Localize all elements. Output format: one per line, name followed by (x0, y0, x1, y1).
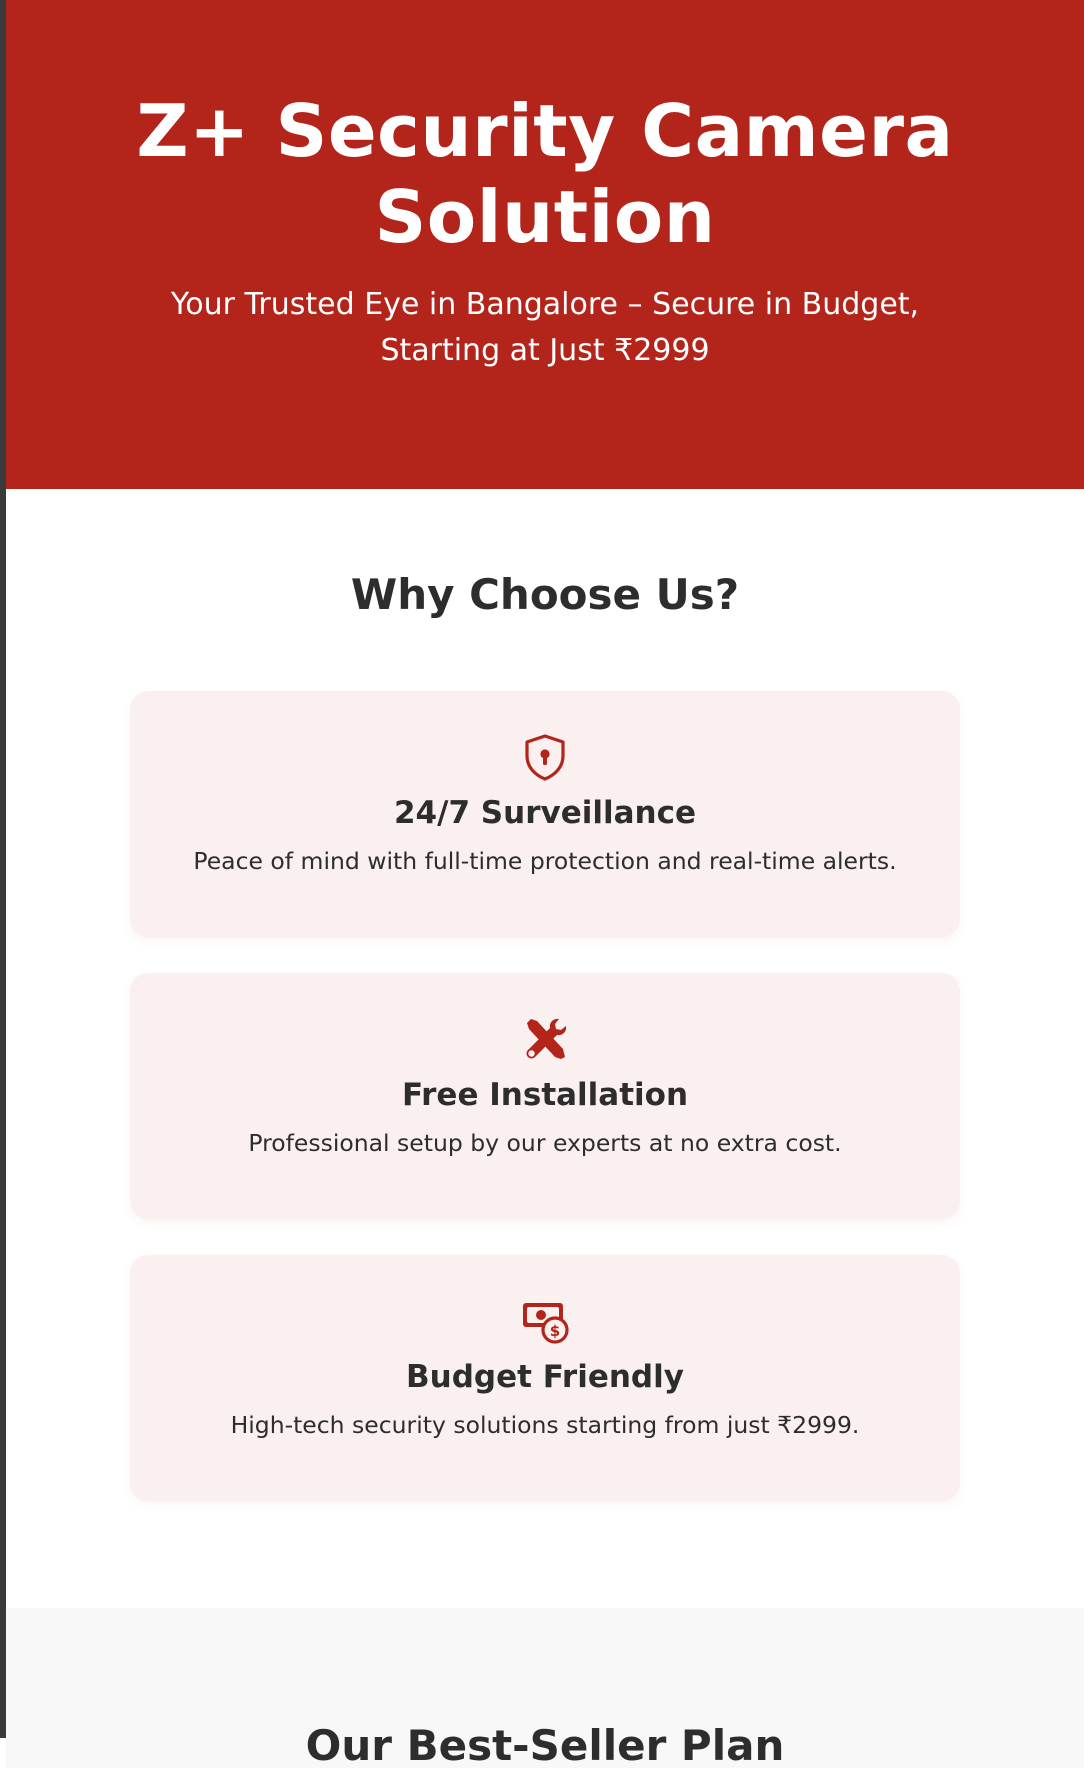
feature-description: Peace of mind with full-time protection and real-time alerts. (193, 847, 897, 875)
feature-title: Free Installation (401, 1077, 689, 1113)
money-coin-icon (519, 1295, 571, 1347)
feature-description: High-tech security solutions starting from just ₹2999. (230, 1411, 860, 1439)
tools-icon (519, 1013, 571, 1065)
why-choose-us-title: Why Choose Us? (350, 570, 740, 619)
feature-title: Budget Friendly (406, 1359, 684, 1395)
best-seller-title: Our Best-Seller Plan (305, 1721, 785, 1770)
feature-card-budget (130, 1255, 960, 1501)
landing-page (6, 0, 1084, 1770)
svg-text:$: $ (549, 1322, 561, 1340)
feature-description: Professional setup by our experts at no extra cost. (248, 1129, 842, 1157)
feature-title: 24/7 Surveillance (393, 795, 696, 831)
hero-banner (6, 0, 1084, 489)
features-list (130, 691, 960, 1501)
hero-title: Z+ Security Camera Solution (136, 89, 954, 259)
feature-card-surveillance (130, 691, 960, 937)
feature-card-installation (130, 973, 960, 1219)
why-choose-us-section (6, 489, 1084, 1608)
hero-subtitle: Your Trusted Eye in Bangalore – Secure in Budget, Starting at Just ₹2999 (170, 287, 920, 368)
best-seller-section (6, 1608, 1084, 1768)
shield-lock-icon (519, 731, 571, 783)
